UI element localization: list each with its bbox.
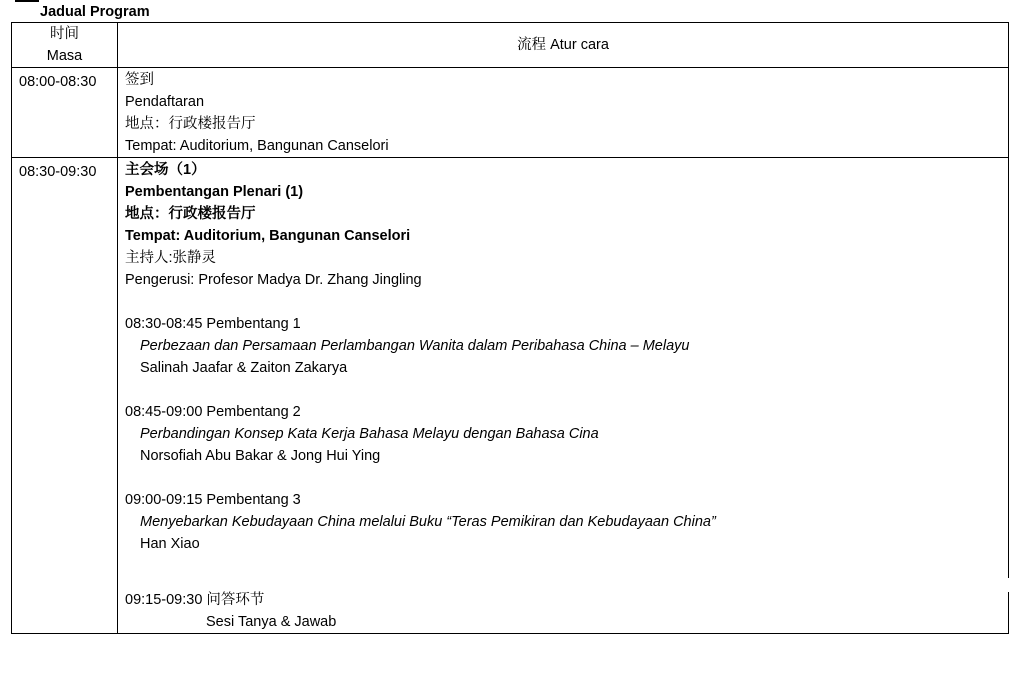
presentation-authors: Salinah Jaafar & Zaiton Zakarya bbox=[140, 360, 348, 376]
presentation-authors: Han Xiao bbox=[140, 536, 200, 552]
header-program-cell: 流程 Atur cara bbox=[118, 23, 1009, 68]
presentation-authors: Norsofiah Abu Bakar & Jong Hui Ying bbox=[140, 448, 381, 464]
schedule-table bbox=[11, 22, 1009, 634]
presentation-title: Perbandingan Konsep Kata Kerja Bahasa Melayu dengan Bahasa Cina bbox=[140, 426, 599, 442]
page-break-gap bbox=[13, 578, 117, 592]
program-cell bbox=[118, 158, 1009, 634]
plenary-venue-zh: 地点：行政楼报告厅 bbox=[125, 206, 256, 222]
page-break-gap bbox=[1007, 578, 1011, 592]
plenary-venue-ms: Tempat: Auditorium, Bangunan Canselori bbox=[125, 228, 411, 244]
header-time-cell bbox=[12, 23, 118, 68]
plenary-title-zh: 主会场（1） bbox=[125, 162, 206, 178]
presentation-title: Menyebarkan Kebudayaan China melalui Buku “Teras Pemikiran dan Kebudayaan China” bbox=[140, 514, 716, 530]
registration-ms: Pendaftaran bbox=[125, 94, 205, 110]
corner-mark bbox=[15, 0, 39, 2]
presentation-slot: 08:30-08:45 Pembentang 1 bbox=[125, 316, 301, 332]
time-cell: 08:00-08:30 bbox=[12, 68, 118, 158]
venue-zh: 地点：行政楼报告厅 bbox=[125, 116, 256, 132]
plenary-title-ms: Pembentangan Plenari (1) bbox=[125, 184, 304, 200]
venue-ms: Tempat: Auditorium, Bangunan Canselori bbox=[125, 138, 389, 154]
table-header-row bbox=[12, 23, 1009, 68]
presentation-slot: 09:00-09:15 Pembentang 3 bbox=[125, 492, 301, 508]
program-cell bbox=[118, 68, 1009, 158]
header-time-ms: Masa bbox=[46, 48, 83, 64]
table-row bbox=[12, 158, 1009, 634]
qa-slot: 09:15-09:30 问答环节 bbox=[125, 592, 265, 608]
qa-label: Sesi Tanya & Jawab bbox=[206, 614, 337, 630]
chair-ms: Pengerusi: Profesor Madya Dr. Zhang Jingling bbox=[125, 272, 422, 288]
registration-zh: 签到 bbox=[125, 72, 154, 88]
header-time-zh: 时间 bbox=[50, 26, 79, 42]
presentation-slot: 08:45-09:00 Pembentang 2 bbox=[125, 404, 301, 420]
time-cell: 08:30-09:30 bbox=[12, 158, 118, 634]
page-title: Jadual Program bbox=[40, 4, 150, 20]
chair-zh: 主持人:张静灵 bbox=[125, 250, 217, 266]
presentation-title: Perbezaan dan Persamaan Perlambangan Wanita dalam Peribahasa China – Melayu bbox=[140, 338, 690, 354]
table-row bbox=[12, 68, 1009, 158]
